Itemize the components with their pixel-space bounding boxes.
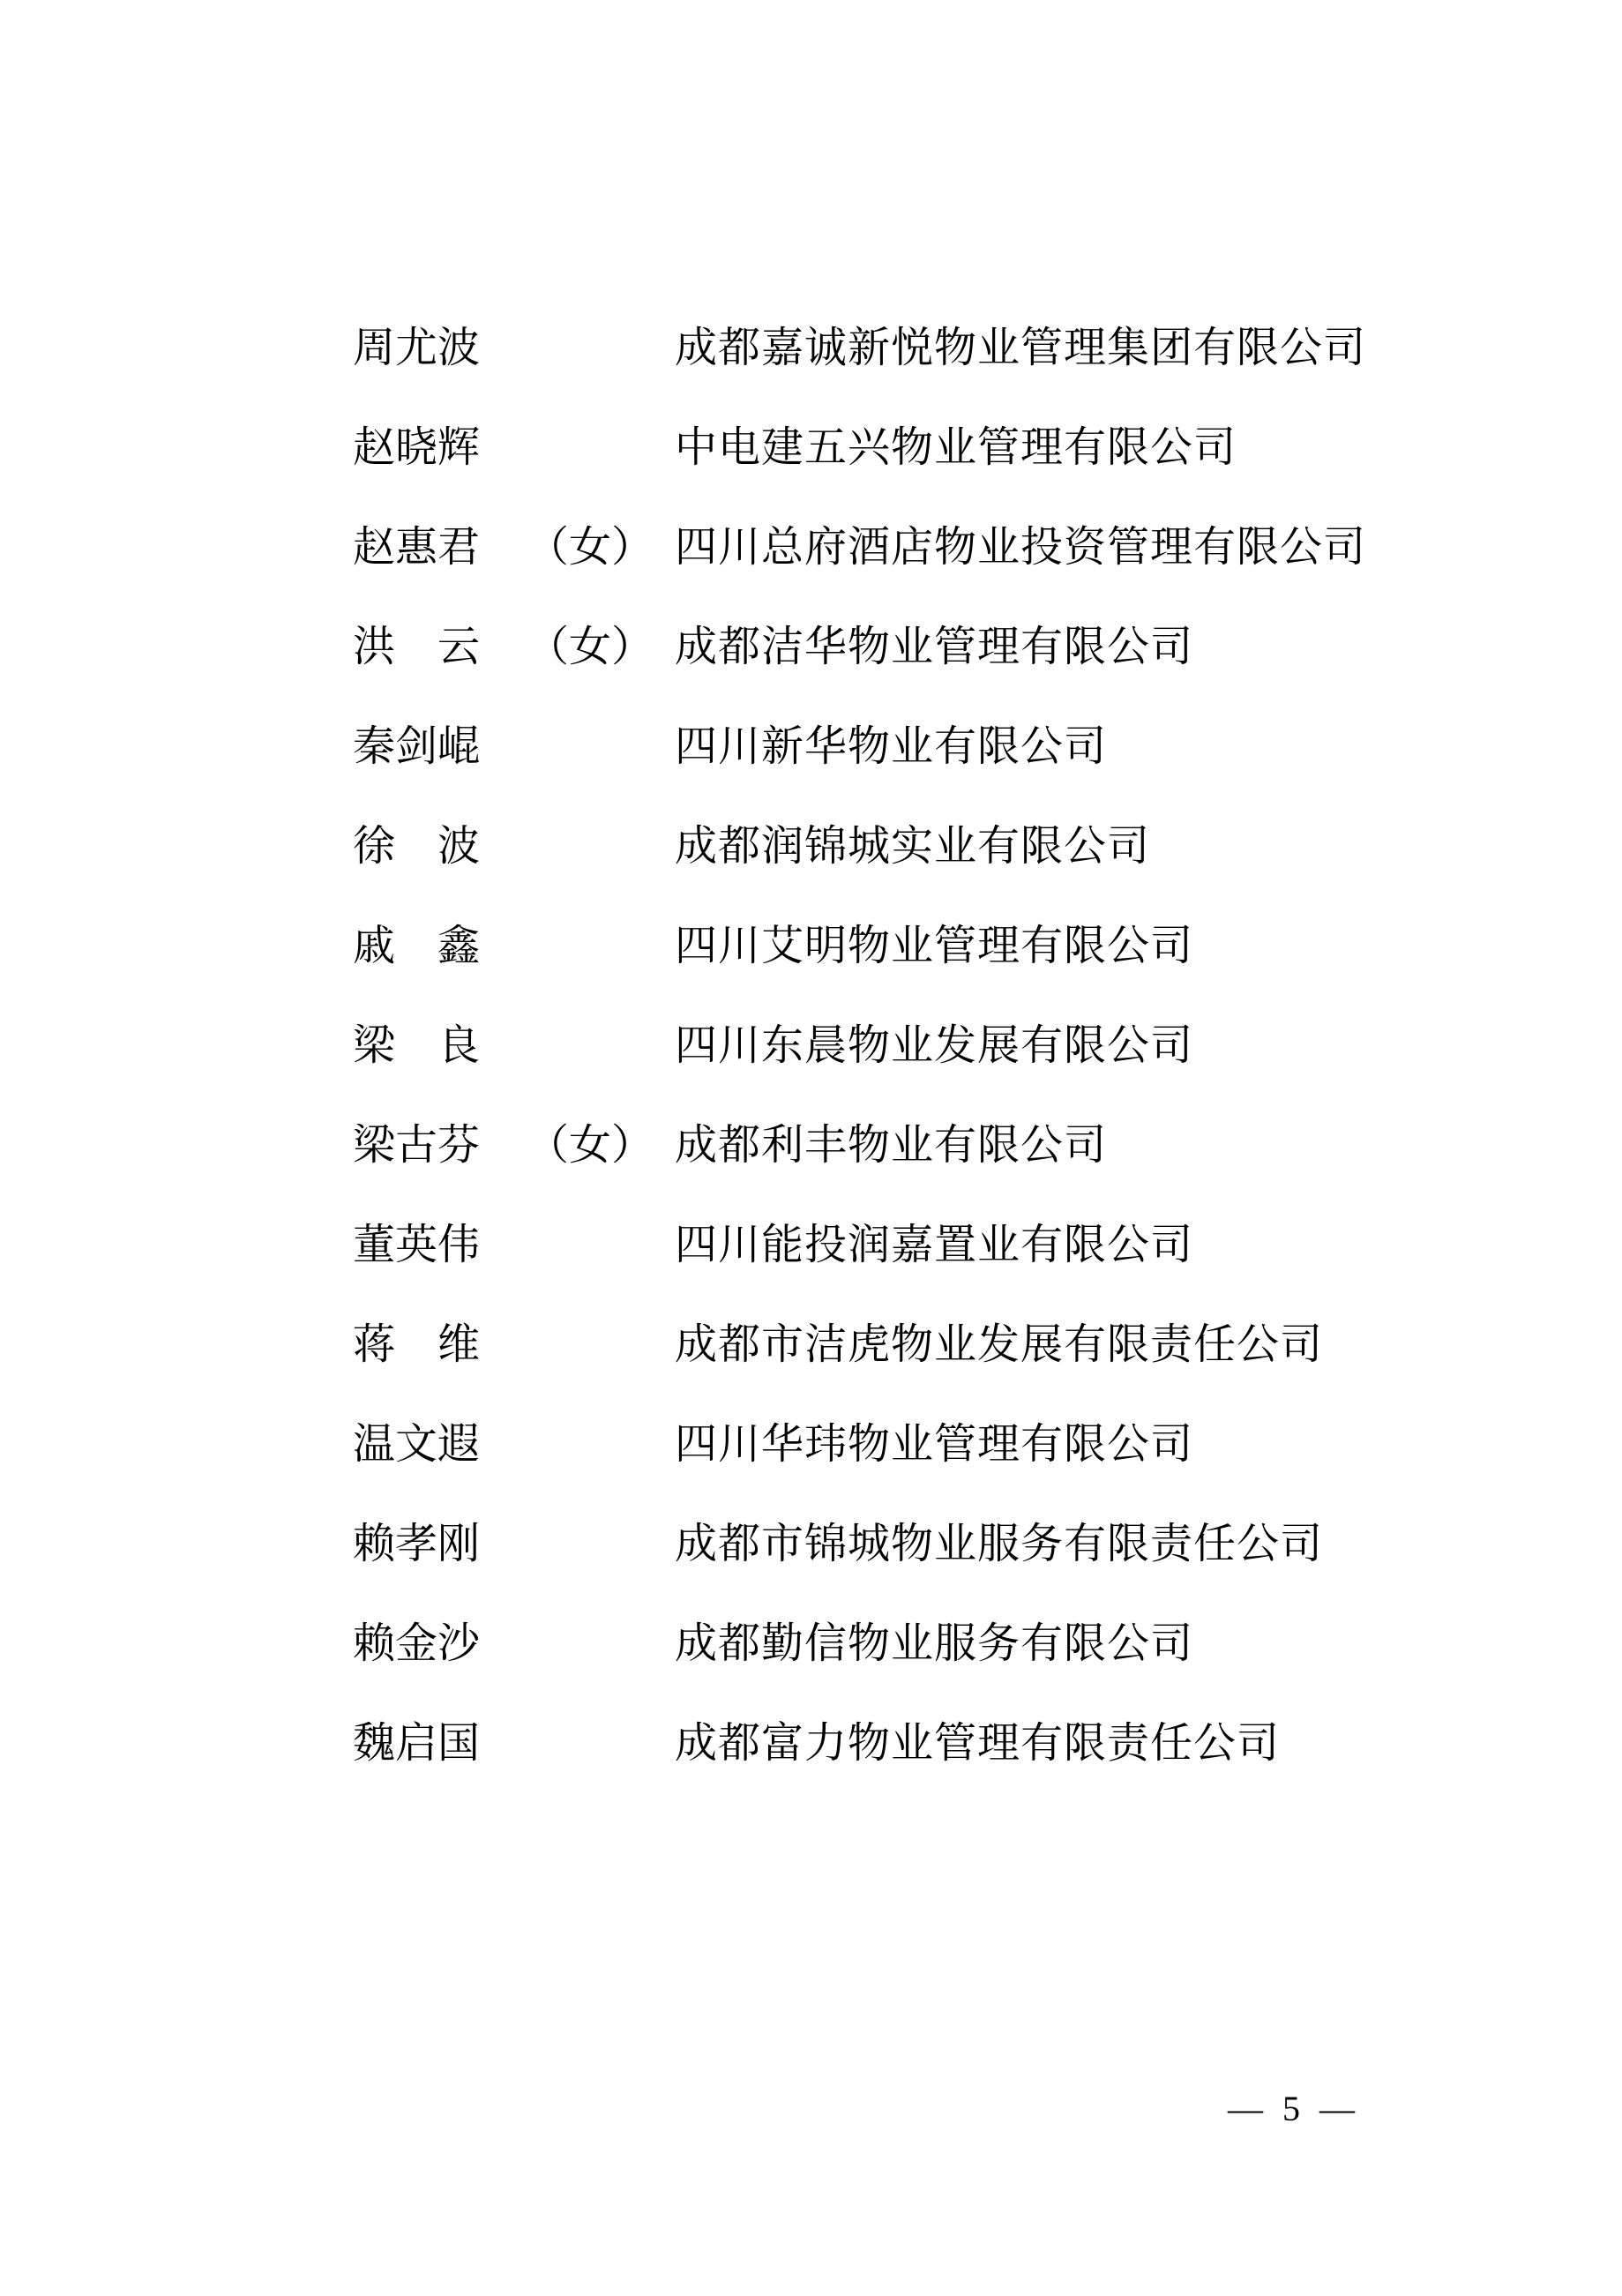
company-name: 四川艾明物业管理有限公司 bbox=[675, 922, 1194, 969]
roster-row bbox=[353, 1096, 1464, 1195]
company-name: 成都洁华物业管理有限公司 bbox=[675, 623, 1194, 670]
roster-list bbox=[353, 298, 1464, 1793]
company-name: 四川新华物业有限公司 bbox=[675, 722, 1108, 770]
company-name: 成都利丰物业有限公司 bbox=[675, 1121, 1108, 1169]
roster-row bbox=[353, 398, 1464, 497]
company-name: 成都润锦城实业有限公司 bbox=[675, 822, 1151, 870]
person-name: 赖孝刚 bbox=[353, 1520, 481, 1567]
person-name: 洪 云 bbox=[353, 623, 481, 670]
person-name: 周尤波 bbox=[353, 324, 481, 371]
person-name: 董英伟 bbox=[353, 1221, 481, 1268]
company-name: 成都嘉诚新悦物业管理集团有限公司 bbox=[675, 324, 1367, 371]
gender-note: （女） bbox=[527, 1121, 654, 1169]
roster-row bbox=[353, 896, 1464, 996]
company-name: 中电建五兴物业管理有限公司 bbox=[675, 423, 1237, 471]
roster-row bbox=[353, 1694, 1464, 1793]
page-number: — 5 — bbox=[1228, 2089, 1357, 2128]
company-name: 四川总府酒店物业投资管理有限公司 bbox=[675, 523, 1367, 571]
roster-row bbox=[353, 796, 1464, 896]
person-name: 赵晓辉 bbox=[353, 423, 481, 471]
company-name: 四川华玮物业管理有限公司 bbox=[675, 1420, 1194, 1468]
company-name: 成都勤信物业服务有限公司 bbox=[675, 1619, 1194, 1667]
person-name: 秦剑崐 bbox=[353, 722, 481, 770]
roster-row bbox=[353, 1195, 1464, 1295]
roster-row bbox=[353, 1395, 1464, 1494]
company-name: 成都富力物业管理有限责任公司 bbox=[675, 1719, 1281, 1767]
roster-row bbox=[353, 597, 1464, 697]
roster-row bbox=[353, 1295, 1464, 1395]
company-name: 成都市洁虎物业发展有限责任公司 bbox=[675, 1320, 1324, 1368]
company-name: 四川东晨物业发展有限公司 bbox=[675, 1021, 1194, 1069]
person-name: 温文遐 bbox=[353, 1420, 481, 1468]
person-name: 梁 良 bbox=[353, 1021, 481, 1069]
gender-note: （女） bbox=[527, 523, 654, 571]
person-name: 赖金沙 bbox=[353, 1619, 481, 1667]
roster-row bbox=[353, 996, 1464, 1096]
roster-row bbox=[353, 298, 1464, 398]
person-name: 赵惠君 bbox=[353, 523, 481, 571]
company-name: 四川能投润嘉置业有限公司 bbox=[675, 1221, 1194, 1268]
person-name: 蒋 维 bbox=[353, 1320, 481, 1368]
company-name: 成都市锦城物业服务有限责任公司 bbox=[675, 1520, 1324, 1567]
roster-row bbox=[353, 1594, 1464, 1694]
person-name: 戚 鑫 bbox=[353, 922, 481, 969]
roster-row bbox=[353, 1494, 1464, 1594]
person-name: 徐 波 bbox=[353, 822, 481, 870]
roster-row bbox=[353, 497, 1464, 597]
person-name: 魏启国 bbox=[353, 1719, 481, 1767]
person-name: 梁古芬 bbox=[353, 1121, 481, 1169]
gender-note: （女） bbox=[527, 623, 654, 670]
roster-row bbox=[353, 697, 1464, 796]
